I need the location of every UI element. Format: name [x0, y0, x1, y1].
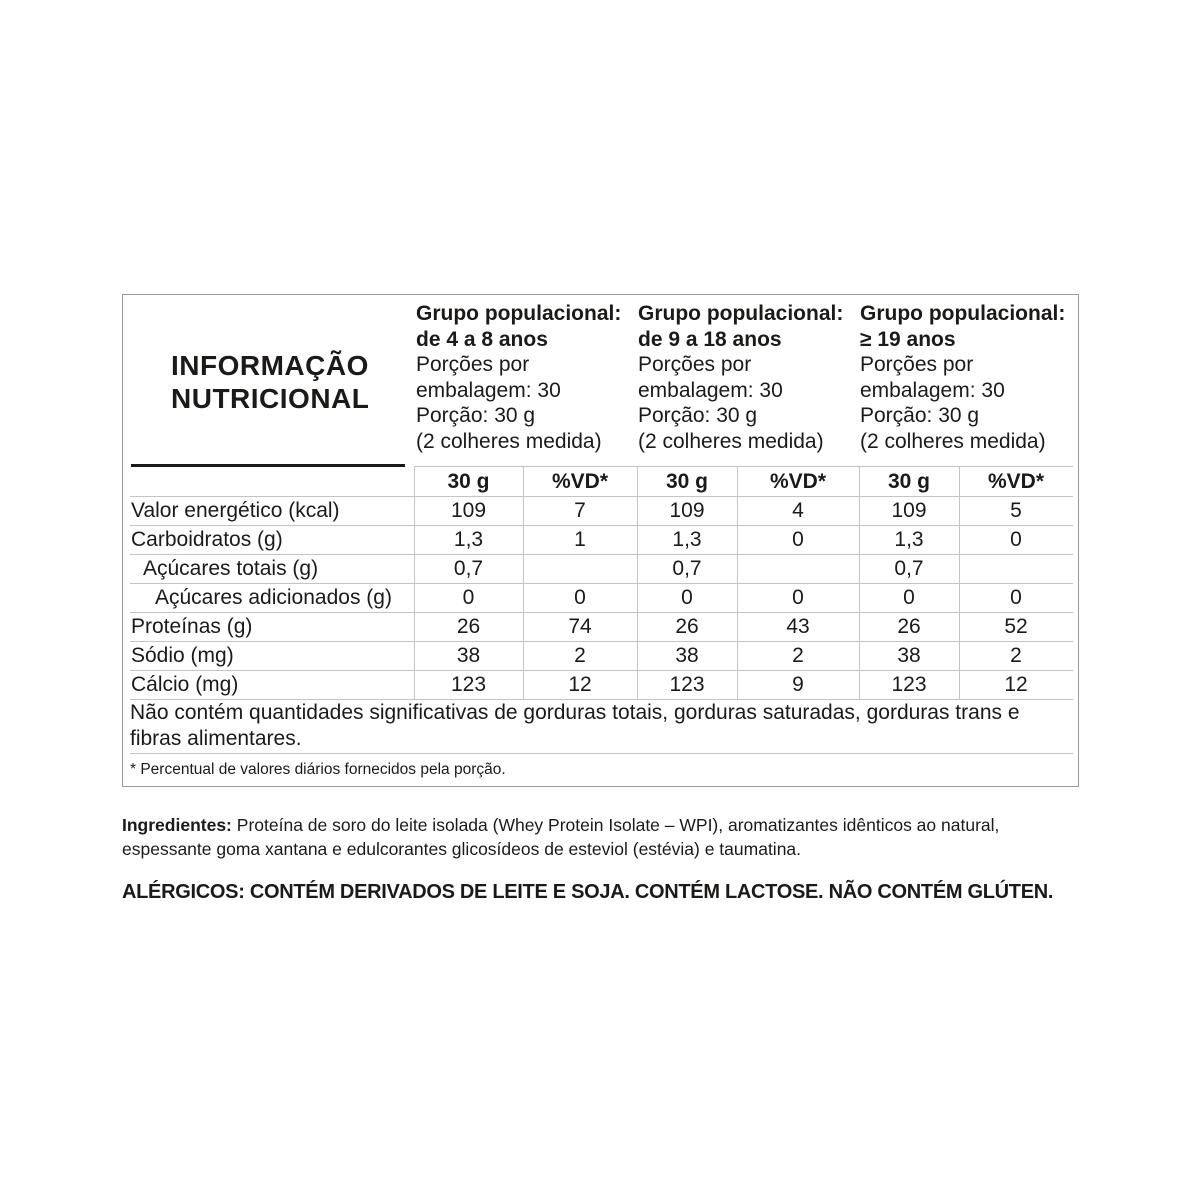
column-header-amount: 30 g — [665, 470, 709, 493]
nutrient-vd: 12 — [568, 673, 592, 696]
column-header-amount: 30 g — [447, 470, 490, 493]
group-range: de 9 a 18 anos — [638, 327, 782, 351]
nutrient-name: Sódio (mg) — [131, 644, 234, 667]
nutrient-amount: 1,3 — [672, 528, 702, 551]
vd-footnote: * Percentual de valores diários fornecidos pela porção. — [130, 761, 506, 778]
nutrient-vd: 0 — [792, 528, 804, 551]
nutrient-amount: 38 — [675, 644, 699, 667]
nutrient-amount: 123 — [669, 673, 705, 696]
group-porcoes-line2: embalagem: 30 — [638, 378, 783, 402]
nutrient-amount: 109 — [669, 499, 705, 522]
nutrition-title-line1: INFORMAÇÃO — [171, 350, 369, 381]
nutrient-vd: 2 — [574, 644, 586, 667]
nutrient-amount: 109 — [450, 499, 487, 522]
group-porcao: Porção: 30 g — [638, 404, 758, 427]
nutrition-title — [171, 349, 369, 415]
group-porcoes-line2: embalagem: 30 — [416, 378, 561, 402]
group-medida: (2 colheres medida) — [416, 429, 602, 453]
group-porcoes-line1: Porções por — [416, 353, 530, 376]
nutrient-vd: 9 — [792, 673, 804, 696]
group-range: ≥ 19 anos — [860, 327, 956, 351]
nutrient-vd: 0 — [792, 586, 804, 609]
nutrient-vd: 7 — [574, 499, 586, 522]
nutrient-amount: 38 — [897, 644, 921, 667]
nutrient-vd: 2 — [792, 644, 804, 667]
nutrient-name: Açúcares adicionados (g) — [155, 586, 392, 609]
ingredients-label: Ingredientes: — [122, 815, 232, 835]
group-label: Grupo populacional: — [860, 302, 1066, 325]
nutrient-vd: 0 — [1010, 586, 1022, 609]
nutrient-vd: 2 — [1010, 644, 1022, 667]
nutrient-vd: 52 — [1004, 615, 1028, 638]
nutrient-amount: 0 — [903, 586, 915, 609]
nutrient-vd: 4 — [792, 499, 804, 522]
nutrient-vd: 12 — [1004, 673, 1028, 696]
nutrient-vd: 5 — [1010, 499, 1022, 522]
nutrition-facts-panel — [122, 294, 1079, 787]
nutrient-amount: 0 — [681, 586, 693, 609]
nutrient-name: Proteínas (g) — [131, 615, 253, 638]
nutrient-amount: 26 — [897, 615, 921, 638]
group-header-2 — [638, 301, 853, 454]
nutrient-amount: 1,3 — [894, 528, 924, 551]
column-header-vd: %VD* — [551, 470, 609, 493]
group-medida: (2 colheres medida) — [638, 429, 824, 453]
nutrient-amount: 26 — [675, 615, 699, 638]
column-header-vd: %VD* — [769, 470, 827, 493]
nutrient-vd: 74 — [568, 615, 592, 638]
group-header-3 — [860, 301, 1075, 454]
nutrient-vd: 0 — [574, 586, 586, 609]
footnote-divider — [130, 753, 1073, 754]
nutrient-amount: 123 — [891, 673, 927, 696]
nutrient-amount: 0,7 — [672, 557, 702, 580]
nutrition-title-line2: NUTRICIONAL — [171, 383, 370, 414]
nutrient-amount: 109 — [891, 499, 927, 522]
group-porcoes-line1: Porções por — [860, 353, 974, 376]
nutrient-name: Açúcares totais (g) — [143, 557, 319, 580]
nutrient-amount: 1,3 — [453, 528, 484, 551]
group-label: Grupo populacional: — [416, 302, 622, 325]
nutrient-name: Valor energético (kcal) — [131, 499, 340, 522]
group-porcoes-line2: embalagem: 30 — [860, 378, 1005, 402]
nutrient-amount: 38 — [456, 644, 481, 667]
nutrient-amount: 0 — [462, 586, 475, 609]
nutrient-amount: 0,7 — [453, 557, 484, 580]
group-porcoes-line1: Porções por — [638, 353, 752, 376]
nutrient-name: Carboidratos (g) — [131, 528, 283, 551]
nutrient-amount: 123 — [450, 673, 487, 696]
nutrient-amount: 26 — [456, 615, 481, 638]
group-medida: (2 colheres medida) — [860, 429, 1046, 453]
allergens-warning: ALÉRGICOS: CONTÉM DERIVADOS DE LEITE E SOJA. CONTÉM LACTOSE. NÃO CONTÉM GLÚTEN. — [122, 881, 1054, 903]
group-header-1 — [416, 301, 631, 454]
group-range: de 4 a 8 anos — [416, 327, 548, 351]
title-divider — [131, 464, 405, 467]
column-header-vd: %VD* — [987, 470, 1045, 493]
nutrient-vd: 43 — [786, 615, 810, 638]
group-label: Grupo populacional: — [638, 302, 844, 325]
ingredients-text — [122, 813, 1092, 861]
ingredients-list: Proteína de soro do leite isolada (Whey Protein Isolate – WPI), aromatizantes idênticos ao natural, espessante goma xantana e edulcorantes glicosídeos de esteviol (estévia) e taumatina. — [122, 815, 1000, 859]
group-porcao: Porção: 30 g — [416, 404, 536, 427]
nutrient-vd: 0 — [1010, 528, 1022, 551]
nutrient-vd: 1 — [574, 528, 586, 551]
column-header-amount: 30 g — [887, 470, 931, 493]
group-porcao: Porção: 30 g — [860, 404, 980, 427]
nutrient-amount: 0,7 — [894, 557, 924, 580]
not-significant-note: Não contém quantidades significativas de gorduras totais, gorduras saturadas, gorduras trans e fibras alimentares. — [130, 701, 1020, 750]
nutrient-name: Cálcio (mg) — [131, 673, 239, 696]
